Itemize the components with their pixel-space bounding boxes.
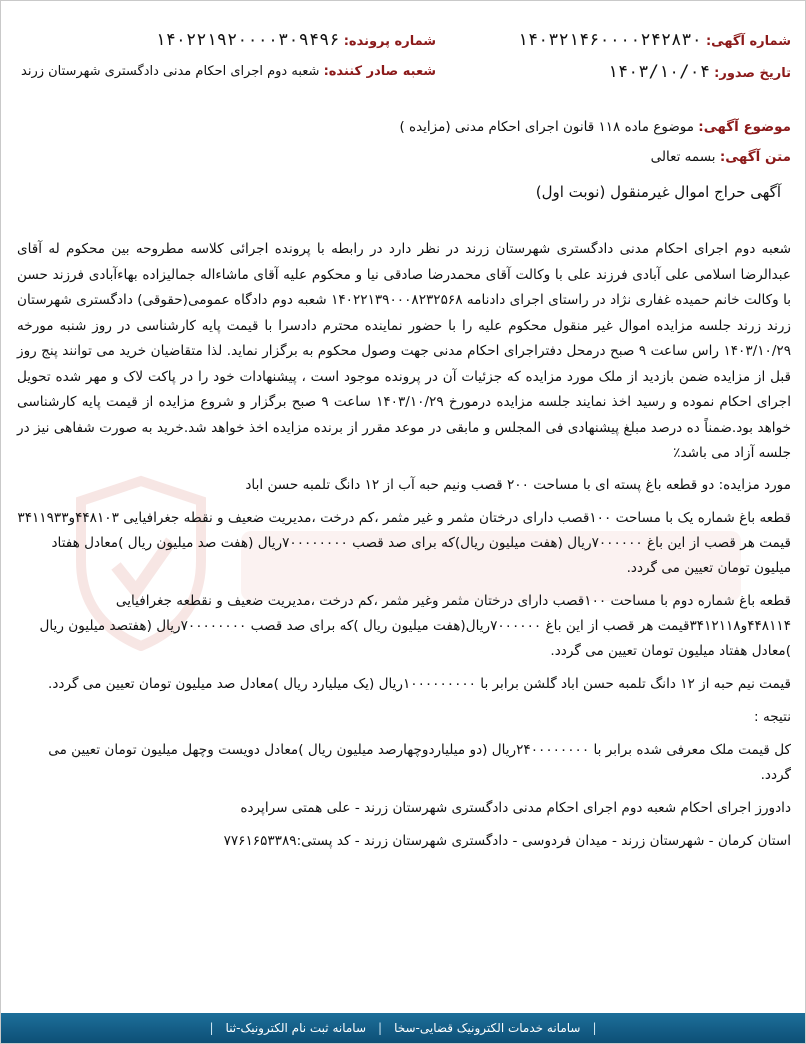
issuer-label: شعبه صادر کننده: [323, 64, 437, 79]
auction-item-plot-2: قطعه باغ شماره دوم با مساحت ۱۰۰قصب دارای درختان مثمر وغیر مثمر ،کم درخت ،مدیریت ضعیف و نقطعه جغرافیایی ۴۴۸۱۱۴و۳۴۱۲۱۱۸قیمت هر قصب از این باغ ۷۰۰۰۰۰۰ریال(هفت میلیون ریال )که برای صد قصب ۷۰۰۰۰۰۰۰۰ریال (هفتصد میلیون ریال )معادل هفتاد میلیون تومان تعیین می گردد. [39, 592, 791, 659]
subject-text: موضوع ماده ۱۱۸ قانون اجرای احکام مدنی (مزایده ) [399, 119, 694, 135]
ad-number-label: شماره آگهی: [705, 34, 791, 49]
issuer: شعبه دوم اجرای احکام مدنی دادگستری شهرستان زرند [21, 64, 320, 79]
ad-number: ۱۴۰۳۲۱۴۶۰۰۰۰۲۴۲۸۳۰ [517, 30, 702, 50]
notice-body: شعبه دوم اجرای احکام مدنی دادگستری شهرستان زرند در نظر دارد در رابطه با پرونده اجرائی کلاسه مطروحه بین محکوم له آقای عبدالرضا اسلامی علی آبادی فرزند علی با وکالت آقای محمدرضا صادقی نیا و محکوم علیه آقای ماشاءاله جمالیزاده بهاءآبادی فرزند حسن با وکالت خانم حمیده غفاری نژاد در راستای اجرای دادنامه ۱۴۰۲۲۱۳۹۰۰۰۸۲۳۲۵۶۸ شعبه دوم دادگاه عمومی(حقوقی) دادگستری شهرستان زرند زرند جلسه مزایده اموال غیر منقول محکوم علیه را با حضور نماینده محترم دادسرا با قیمت پایه کارشناسی در روز شنبه مورخه ۱۴۰۳/۱۰/۲۹ راس ساعت ۹ صبح درمحل دفتراجرای احکام مدنی جهت وصول محکوم به برگزار نماید. لذا متقاضیان خرید می توانند پنج روز قبل از مزایده ضمن بازدید از ملک مورد مزایده که جزئیات آن در پرونده موجود است ، پیشنهادات خود را در پاکت لاک و مهر شده تحویل اجرای احکام نموده و رسید اخذ نمایند جلسه مزایده درمورخ ۱۴۰۳/۱۰/۲۹ ساعت ۹ صبح برگزار و شروع مزایده از قیمت پایه کارشناسی خواهد بود.ضمناً ده درصد مبلغ پیشنهادی فی المجلس و مابقی در موعد مقرر از برنده مزایده اخذ خواهد شد.خرید به صورت شفاهی نیز در جلسه آزاد می باشد٪ [17, 241, 792, 461]
address: استان کرمان - شهرستان زرند - میدان فردوسی - دادگستری شهرستان زرند - کد پستی:۷۷۶۱۶۵۳۳۸۹ [223, 832, 791, 849]
case-number: ۱۴۰۲۲۱۹۲۰۰۰۰۳۰۹۴۹۶ [155, 30, 340, 50]
subject-row [17, 119, 791, 135]
ad-number-row [518, 29, 791, 53]
case-number-row [21, 29, 436, 53]
case-number-label: شماره پرونده: [343, 34, 437, 49]
footer-bar [1, 1013, 805, 1043]
notice-content [17, 119, 791, 862]
footer-separator-left: | [209, 1021, 214, 1035]
conclusion-text: کل قیمت ملک معرفی شده برابر با ۲۴۰۰۰۰۰۰۰۰ریال (دو میلیاردوچهارصد میلیون ریال )معادل دویست وچهل میلیون تومان تعیین می گردد. [48, 741, 791, 783]
ad-text-row [17, 149, 791, 165]
issue-date-label: تاریخ صدور: [714, 66, 791, 81]
footer-separator-right: | [592, 1021, 597, 1035]
auction-item-subject: مورد مزایده: دو قطعه باغ پسته ای با مساحت ۲۰۰ قصب ونیم حبه آب از ۱۲ دانگ تلمبه حسن اباد [245, 476, 791, 493]
ad-text-heading: بسمه تعالی [650, 149, 716, 165]
notice-header [21, 29, 791, 85]
issue-date-row [518, 61, 791, 85]
issuer-row [21, 61, 436, 83]
ad-text-label: متن آگهی: [719, 149, 791, 165]
footer-link-sakha[interactable]: سامانه خدمات الکترونیک قضایی-سخا [394, 1021, 581, 1035]
issue-date: ۱۴۰۳/۱۰/۰۴ [607, 62, 710, 82]
auction-item-water-share: قیمت نیم حبه از ۱۲ دانگ تلمبه حسن اباد گلشن برابر با ۱۰۰۰۰۰۰۰۰۰ریال (یک میلیارد ریال )معادل صد میلیون تومان تعیین می گردد. [48, 675, 791, 692]
conclusion-label: نتیجه : [754, 708, 791, 725]
footer-separator-middle: | [378, 1021, 383, 1035]
header-right-column [518, 29, 791, 85]
signature: دادورز اجرای احکام شعبه دوم اجرای احکام مدنی دادگستری شهرستان زرند - علی همتی سراپرده [240, 799, 791, 816]
subject-label: موضوع آگهی: [698, 119, 791, 135]
auction-item-plot-1: قطعه باغ شماره یک با مساحت ۱۰۰قصب دارای درختان مثمر و غیر مثمر ،کم درخت ،مدیریت ضعیف و نقطه جغرافیایی ۴۴۸۱۰۳و۳۴۱۱۹۳۳ قیمت هر قصب از این باغ ۷۰۰۰۰۰۰ریال (هفت میلیون ریال)که برای صد قصب ۷۰۰۰۰۰۰۰۰ریال (هفت صد میلیون ریال )معادل هفتاد میلیون تومان تعیین می گردد. [17, 509, 791, 576]
notice-title: آگهی حراج اموال غیرمنقول (نوبت اول) [535, 183, 781, 201]
header-left-column [21, 29, 436, 85]
footer-link-sana[interactable]: سامانه ثبت نام الکترونیک-ثنا [225, 1021, 367, 1035]
